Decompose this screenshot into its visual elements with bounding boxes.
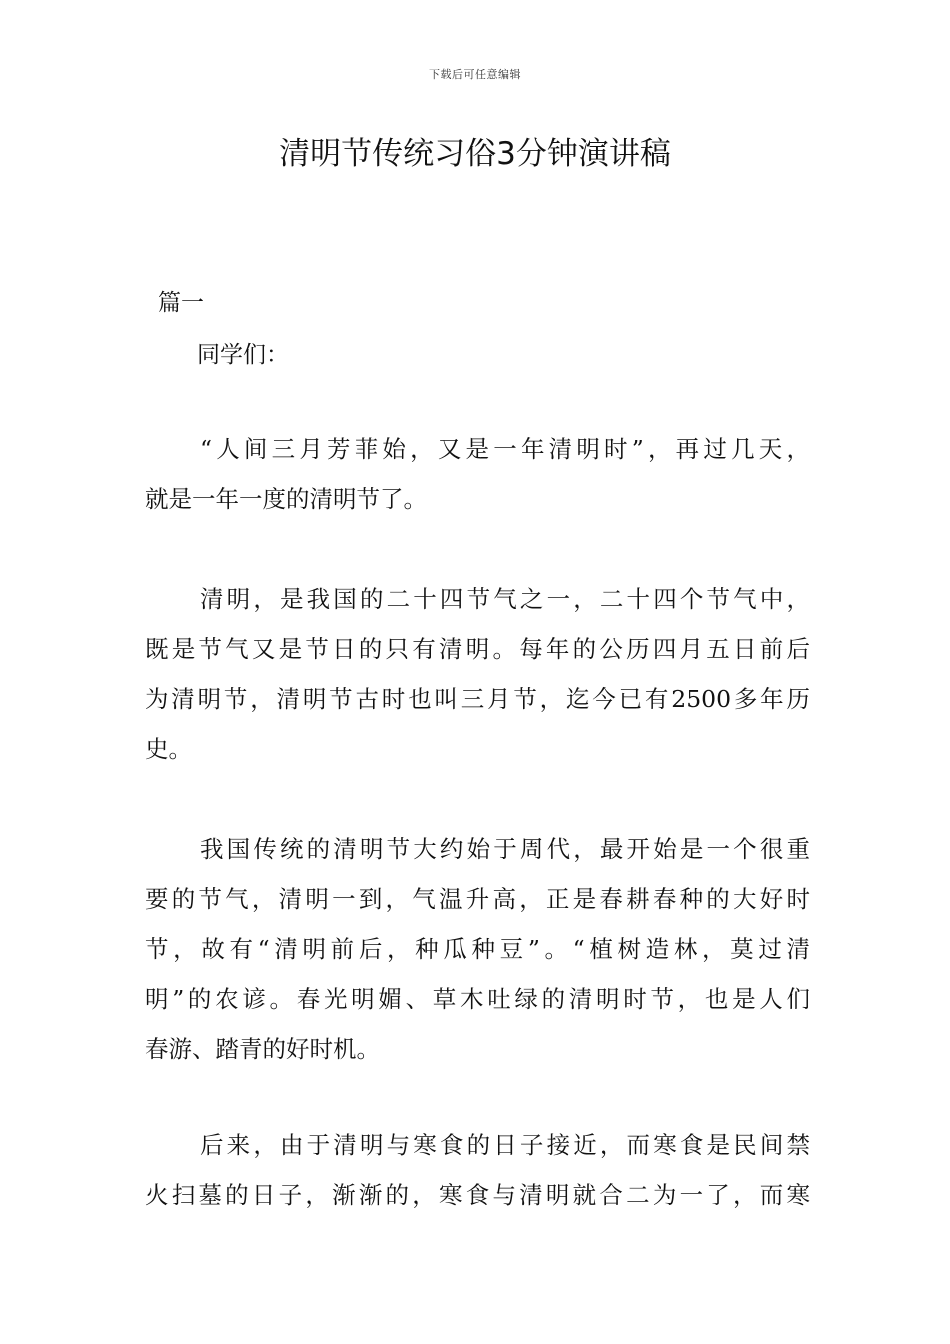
- paragraph-line: 要的节气，清明一到，气温升高，正是春耕春种的大好时: [145, 885, 810, 913]
- paragraph: [145, 824, 810, 1074]
- paragraph-line: 清明，是我国的二十四节气之一，二十四个节气中，: [200, 585, 810, 613]
- paragraph-line: 明”的农谚。春光明媚、草木吐绿的清明时节，也是人们: [145, 985, 810, 1013]
- paragraph-line: 既是节气又是节日的只有清明。每年的公历四月五日前后: [145, 635, 810, 663]
- section-label: 篇一: [158, 290, 204, 316]
- paragraph: [145, 1120, 810, 1220]
- paragraph-line: 火扫墓的日子，渐渐的，寒食与清明就合二为一了，而寒: [145, 1181, 810, 1209]
- paragraph-line: 后来，由于清明与寒食的日子接近，而寒食是民间禁: [200, 1131, 810, 1159]
- salutation: 同学们：: [197, 342, 289, 368]
- paragraph-line: 我国传统的清明节大约始于周代，最开始是一个很重: [200, 835, 810, 863]
- paragraph: [145, 574, 810, 774]
- paragraph-line: 节，故有“清明前后，种瓜种豆”。“植树造林，莫过清: [145, 935, 810, 963]
- paragraph-line: 春游、踏青的好时机。: [145, 1035, 380, 1063]
- paragraph-line: 就是一年一度的清明节了。: [145, 485, 427, 513]
- paragraph-line: “人间三月芳菲始，又是一年清明时”，再过几天，: [200, 435, 810, 463]
- paragraph-line: 史。: [145, 735, 192, 763]
- header-note: 下载后可任意编辑: [429, 68, 521, 81]
- paragraph: [145, 424, 810, 524]
- paragraph-line: 为清明节，清明节古时也叫三月节，迄今已有2500多年历: [145, 685, 810, 713]
- document-title: 清明节传统习俗3分钟演讲稿: [279, 136, 671, 172]
